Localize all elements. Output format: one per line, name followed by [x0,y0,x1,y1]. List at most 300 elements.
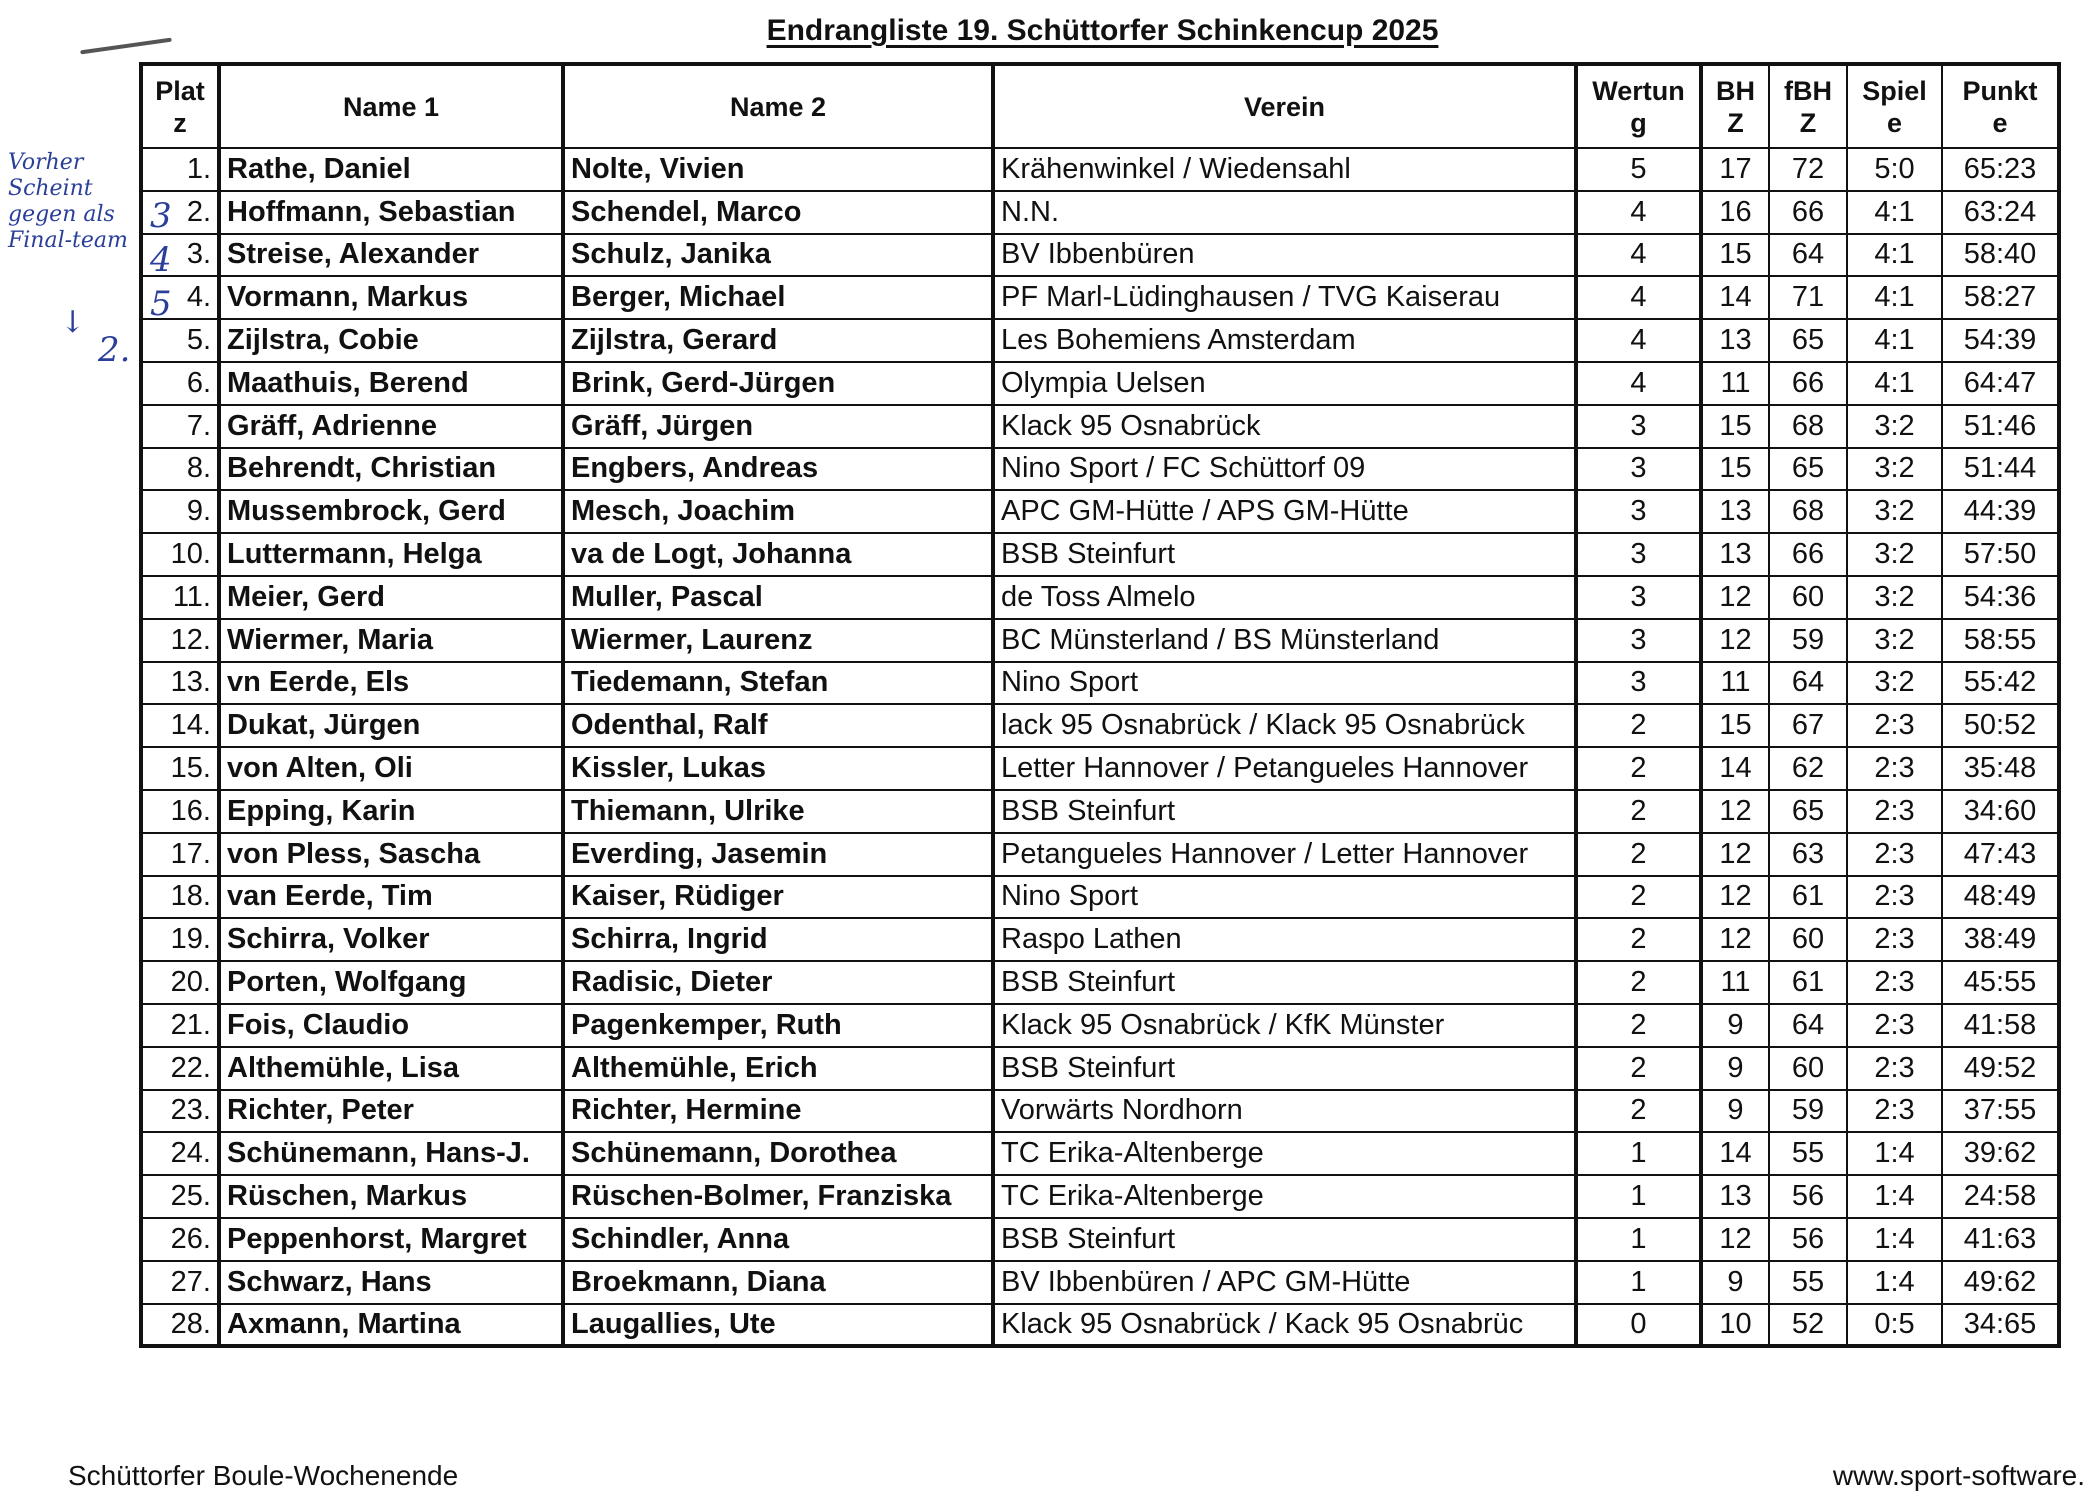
table-row [141,747,2059,790]
table-row [141,533,2059,576]
table-row [141,1047,2059,1090]
cell-name1: Streise, Alexander [219,234,563,277]
cell-punkte: 65:23 [1942,148,2059,191]
handwritten-arrow-icon: ↓ [60,305,86,340]
cell-name1: Mussembrock, Gerd [219,490,563,533]
table-row [141,1175,2059,1218]
col-header-spiele: Spiel e [1847,64,1942,148]
cell-bhz: 12 [1701,1218,1769,1261]
cell-name1: von Alten, Oli [219,747,563,790]
cell-bhz: 15 [1701,704,1769,747]
cell-bhz: 11 [1701,662,1769,705]
cell-spiele: 3:2 [1847,576,1942,619]
cell-wertung: 3 [1576,405,1701,448]
cell-platz: 3. [141,234,219,277]
handwritten-margin-note [8,150,136,340]
cell-platz: 22. [141,1047,219,1090]
cell-platz: 6. [141,362,219,405]
cell-platz: 4. [141,276,219,319]
cell-name2: va de Logt, Johanna [563,533,993,576]
cell-bhz: 12 [1701,619,1769,662]
cell-spiele: 2:3 [1847,747,1942,790]
cell-spiele: 4:1 [1847,276,1942,319]
cell-platz: 13. [141,662,219,705]
cell-spiele: 2:3 [1847,833,1942,876]
cell-platz: 7. [141,405,219,448]
cell-fbhz: 60 [1769,918,1847,961]
cell-bhz: 13 [1701,490,1769,533]
cell-verein: Krähenwinkel / Wiedensahl [993,148,1576,191]
cell-name1: Rathe, Daniel [219,148,563,191]
cell-punkte: 58:27 [1942,276,2059,319]
table-row [141,1261,2059,1304]
results-table [139,62,2061,1348]
cell-verein: Nino Sport [993,876,1576,919]
cell-punkte: 48:49 [1942,876,2059,919]
cell-name2: Gräff, Jürgen [563,405,993,448]
col-header-name2: Name 2 [563,64,993,148]
cell-verein: N.N. [993,191,1576,234]
cell-spiele: 2:3 [1847,790,1942,833]
table-row [141,1090,2059,1133]
cell-name1: Peppenhorst, Margret [219,1218,563,1261]
cell-platz: 24. [141,1132,219,1175]
table-row [141,619,2059,662]
cell-name1: Maathuis, Berend [219,362,563,405]
cell-punkte: 54:39 [1942,319,2059,362]
cell-wertung: 4 [1576,362,1701,405]
cell-spiele: 1:4 [1847,1218,1942,1261]
cell-name2: Pagenkemper, Ruth [563,1004,993,1047]
cell-punkte: 63:24 [1942,191,2059,234]
cell-fbhz: 66 [1769,191,1847,234]
cell-fbhz: 65 [1769,319,1847,362]
cell-verein: Petangueles Hannover / Letter Hannover [993,833,1576,876]
cell-wertung: 2 [1576,704,1701,747]
cell-punkte: 54:36 [1942,576,2059,619]
cell-fbhz: 61 [1769,961,1847,1004]
cell-platz: 19. [141,918,219,961]
cell-name2: Odenthal, Ralf [563,704,993,747]
cell-fbhz: 67 [1769,704,1847,747]
col-header-bhz: BH Z [1701,64,1769,148]
cell-name2: Schünemann, Dorothea [563,1132,993,1175]
table-row [141,704,2059,747]
cell-punkte: 38:49 [1942,918,2059,961]
table-row [141,234,2059,277]
footer-event-name: Schüttorfer Boule-Wochenende [68,1460,459,1491]
cell-name2: Rüschen-Bolmer, Franziska [563,1175,993,1218]
cell-fbhz: 52 [1769,1304,1847,1347]
cell-verein: de Toss Almelo [993,576,1576,619]
cell-spiele: 2:3 [1847,918,1942,961]
cell-bhz: 9 [1701,1090,1769,1133]
cell-verein: BV Ibbenbüren / APC GM-Hütte [993,1261,1576,1304]
cell-bhz: 9 [1701,1004,1769,1047]
cell-platz: 14. [141,704,219,747]
cell-platz: 9. [141,490,219,533]
cell-name1: Vormann, Markus [219,276,563,319]
cell-spiele: 3:2 [1847,533,1942,576]
cell-punkte: 47:43 [1942,833,2059,876]
cell-name2: Engbers, Andreas [563,448,993,491]
cell-spiele: 2:3 [1847,961,1942,1004]
cell-fbhz: 62 [1769,747,1847,790]
cell-verein: BV Ibbenbüren [993,234,1576,277]
cell-punkte: 37:55 [1942,1090,2059,1133]
cell-platz: 26. [141,1218,219,1261]
cell-name1: Luttermann, Helga [219,533,563,576]
cell-platz: 12. [141,619,219,662]
col-header-platz: Plat z [141,64,219,148]
cell-fbhz: 56 [1769,1218,1847,1261]
cell-fbhz: 71 [1769,276,1847,319]
cell-bhz: 9 [1701,1261,1769,1304]
table-row [141,790,2059,833]
cell-verein: BSB Steinfurt [993,1218,1576,1261]
cell-platz: 20. [141,961,219,1004]
cell-fbhz: 68 [1769,490,1847,533]
cell-verein: BC Münsterland / BS Münsterland [993,619,1576,662]
cell-fbhz: 66 [1769,362,1847,405]
cell-fbhz: 65 [1769,790,1847,833]
cell-wertung: 1 [1576,1218,1701,1261]
cell-spiele: 2:3 [1847,1090,1942,1133]
cell-name1: Gräff, Adrienne [219,405,563,448]
cell-verein: Les Bohemiens Amsterdam [993,319,1576,362]
cell-platz: 11. [141,576,219,619]
cell-bhz: 9 [1701,1047,1769,1090]
table-row [141,276,2059,319]
cell-name1: vn Eerde, Els [219,662,563,705]
cell-name1: Richter, Peter [219,1090,563,1133]
cell-bhz: 15 [1701,234,1769,277]
cell-platz: 8. [141,448,219,491]
cell-name1: Porten, Wolfgang [219,961,563,1004]
cell-platz: 16. [141,790,219,833]
table-row [141,319,2059,362]
cell-name1: Schwarz, Hans [219,1261,563,1304]
cell-punkte: 58:55 [1942,619,2059,662]
table-row [141,148,2059,191]
cell-name1: Schirra, Volker [219,918,563,961]
cell-spiele: 2:3 [1847,876,1942,919]
cell-verein: TC Erika-Altenberge [993,1175,1576,1218]
table-row [141,662,2059,705]
cell-name2: Muller, Pascal [563,576,993,619]
cell-wertung: 3 [1576,619,1701,662]
cell-verein: Raspo Lathen [993,918,1576,961]
cell-wertung: 2 [1576,747,1701,790]
handwritten-correction-3: 3 [150,196,172,236]
cell-name2: Kaiser, Rüdiger [563,876,993,919]
cell-fbhz: 61 [1769,876,1847,919]
cell-fbhz: 63 [1769,833,1847,876]
cell-wertung: 2 [1576,1004,1701,1047]
table-row [141,448,2059,491]
cell-wertung: 2 [1576,918,1701,961]
cell-fbhz: 68 [1769,405,1847,448]
cell-name2: Tiedemann, Stefan [563,662,993,705]
cell-name2: Schulz, Janika [563,234,993,277]
cell-name1: Althemühle, Lisa [219,1047,563,1090]
table-row [141,1218,2059,1261]
col-header-verein: Verein [993,64,1576,148]
cell-wertung: 0 [1576,1304,1701,1347]
cell-name1: Behrendt, Christian [219,448,563,491]
cell-spiele: 3:2 [1847,619,1942,662]
cell-punkte: 49:62 [1942,1261,2059,1304]
cell-name2: Everding, Jasemin [563,833,993,876]
cell-fbhz: 56 [1769,1175,1847,1218]
cell-name1: Meier, Gerd [219,576,563,619]
cell-spiele: 4:1 [1847,319,1942,362]
cell-punkte: 64:47 [1942,362,2059,405]
cell-bhz: 11 [1701,961,1769,1004]
cell-wertung: 3 [1576,448,1701,491]
cell-punkte: 55:42 [1942,662,2059,705]
cell-platz: 17. [141,833,219,876]
cell-verein: Vorwärts Nordhorn [993,1090,1576,1133]
cell-name1: Rüschen, Markus [219,1175,563,1218]
cell-bhz: 10 [1701,1304,1769,1347]
table-row [141,576,2059,619]
cell-bhz: 13 [1701,319,1769,362]
cell-spiele: 1:4 [1847,1132,1942,1175]
cell-punkte: 34:65 [1942,1304,2059,1347]
cell-name1: von Pless, Sascha [219,833,563,876]
cell-bhz: 13 [1701,1175,1769,1218]
cell-fbhz: 64 [1769,234,1847,277]
cell-punkte: 39:62 [1942,1132,2059,1175]
cell-wertung: 2 [1576,876,1701,919]
cell-name1: Fois, Claudio [219,1004,563,1047]
cell-name1: Axmann, Martina [219,1304,563,1347]
cell-spiele: 3:2 [1847,662,1942,705]
cell-name1: Schünemann, Hans-J. [219,1132,563,1175]
cell-wertung: 1 [1576,1175,1701,1218]
cell-name2: Broekmann, Diana [563,1261,993,1304]
cell-spiele: 4:1 [1847,191,1942,234]
table-row [141,876,2059,919]
cell-verein: Klack 95 Osnabrück / KfK Münster [993,1004,1576,1047]
table-row [141,833,2059,876]
cell-bhz: 16 [1701,191,1769,234]
cell-fbhz: 72 [1769,148,1847,191]
table-row [141,918,2059,961]
cell-punkte: 24:58 [1942,1175,2059,1218]
cell-bhz: 13 [1701,533,1769,576]
handwritten-margin-note-text: Vorher Scheint gegen als Final-team [8,150,128,253]
cell-wertung: 2 [1576,1047,1701,1090]
cell-bhz: 12 [1701,790,1769,833]
cell-name1: Dukat, Jürgen [219,704,563,747]
cell-punkte: 49:52 [1942,1047,2059,1090]
cell-fbhz: 55 [1769,1132,1847,1175]
cell-spiele: 2:3 [1847,1047,1942,1090]
cell-fbhz: 59 [1769,1090,1847,1133]
footer-website: www.sport-software. [1832,1460,2085,1491]
cell-wertung: 4 [1576,319,1701,362]
cell-verein: lack 95 Osnabrück / Klack 95 Osnabrück [993,704,1576,747]
col-header-name1: Name 1 [219,64,563,148]
cell-wertung: 2 [1576,790,1701,833]
cell-verein: Klack 95 Osnabrück [993,405,1576,448]
cell-fbhz: 55 [1769,1261,1847,1304]
cell-name2: Laugallies, Ute [563,1304,993,1347]
cell-verein: BSB Steinfurt [993,1047,1576,1090]
cell-spiele: 4:1 [1847,234,1942,277]
cell-spiele: 3:2 [1847,490,1942,533]
cell-spiele: 5:0 [1847,148,1942,191]
cell-bhz: 15 [1701,448,1769,491]
cell-name2: Brink, Gerd-Jürgen [563,362,993,405]
table-row [141,362,2059,405]
cell-bhz: 12 [1701,576,1769,619]
cell-wertung: 3 [1576,662,1701,705]
cell-fbhz: 64 [1769,1004,1847,1047]
cell-fbhz: 59 [1769,619,1847,662]
cell-punkte: 51:46 [1942,405,2059,448]
cell-verein: Klack 95 Osnabrück / Kack 95 Osnabrüc [993,1304,1576,1347]
cell-fbhz: 66 [1769,533,1847,576]
handwritten-correction-2: 2. [98,330,131,370]
cell-name2: Radisic, Dieter [563,961,993,1004]
results-table-body [141,148,2059,1346]
cell-name1: Wiermer, Maria [219,619,563,662]
cell-verein: Nino Sport / FC Schüttorf 09 [993,448,1576,491]
cell-spiele: 0:5 [1847,1304,1942,1347]
cell-wertung: 2 [1576,961,1701,1004]
cell-punkte: 41:58 [1942,1004,2059,1047]
table-row [141,1004,2059,1047]
cell-name2: Richter, Hermine [563,1090,993,1133]
table-header-row [141,64,2059,148]
cell-platz: 21. [141,1004,219,1047]
col-header-fbhz: fBH Z [1769,64,1847,148]
cell-punkte: 35:48 [1942,747,2059,790]
cell-name2: Mesch, Joachim [563,490,993,533]
cell-verein: TC Erika-Altenberge [993,1132,1576,1175]
cell-platz: 15. [141,747,219,790]
cell-spiele: 3:2 [1847,448,1942,491]
cell-fbhz: 60 [1769,1047,1847,1090]
cell-wertung: 2 [1576,833,1701,876]
table-row [141,1132,2059,1175]
cell-bhz: 12 [1701,918,1769,961]
cell-punkte: 50:52 [1942,704,2059,747]
cell-wertung: 5 [1576,148,1701,191]
cell-name1: Zijlstra, Cobie [219,319,563,362]
handwritten-correction-4: 4 [150,240,172,280]
cell-bhz: 14 [1701,1132,1769,1175]
cell-spiele: 2:3 [1847,1004,1942,1047]
cell-platz: 23. [141,1090,219,1133]
cell-name2: Althemühle, Erich [563,1047,993,1090]
cell-bhz: 14 [1701,276,1769,319]
cell-platz: 2. [141,191,219,234]
cell-fbhz: 64 [1769,662,1847,705]
cell-punkte: 51:44 [1942,448,2059,491]
cell-name2: Schirra, Ingrid [563,918,993,961]
col-header-wertung: Wertun g [1576,64,1701,148]
cell-punkte: 58:40 [1942,234,2059,277]
cell-wertung: 4 [1576,191,1701,234]
cell-name1: Epping, Karin [219,790,563,833]
cell-wertung: 3 [1576,576,1701,619]
cell-verein: Letter Hannover / Petangueles Hannover [993,747,1576,790]
cell-wertung: 3 [1576,490,1701,533]
table-row [141,191,2059,234]
cell-platz: 5. [141,319,219,362]
table-row [141,490,2059,533]
cell-punkte: 44:39 [1942,490,2059,533]
cell-name2: Schendel, Marco [563,191,993,234]
cell-wertung: 1 [1576,1261,1701,1304]
cell-bhz: 12 [1701,833,1769,876]
cell-platz: 1. [141,148,219,191]
cell-platz: 18. [141,876,219,919]
cell-verein: Olympia Uelsen [993,362,1576,405]
cell-wertung: 4 [1576,234,1701,277]
cell-verein: APC GM-Hütte / APS GM-Hütte [993,490,1576,533]
cell-platz: 28. [141,1304,219,1347]
cell-spiele: 1:4 [1847,1261,1942,1304]
cell-spiele: 4:1 [1847,362,1942,405]
cell-name1: van Eerde, Tim [219,876,563,919]
cell-wertung: 4 [1576,276,1701,319]
cell-bhz: 15 [1701,405,1769,448]
cell-fbhz: 60 [1769,576,1847,619]
cell-name2: Wiermer, Laurenz [563,619,993,662]
cell-name2: Thiemann, Ulrike [563,790,993,833]
table-row [141,961,2059,1004]
cell-name2: Berger, Michael [563,276,993,319]
col-header-punkte: Punkt e [1942,64,2059,148]
cell-verein: BSB Steinfurt [993,533,1576,576]
cell-spiele: 3:2 [1847,405,1942,448]
table-row [141,405,2059,448]
handwritten-correction-5: 5 [150,284,172,324]
document-title: Endrangliste 19. Schüttorfer Schinkencup 2025 [766,14,1439,47]
cell-platz: 10. [141,533,219,576]
cell-wertung: 3 [1576,533,1701,576]
cell-wertung: 2 [1576,1090,1701,1133]
cell-name2: Nolte, Vivien [563,148,993,191]
table-row [141,1304,2059,1347]
cell-verein: BSB Steinfurt [993,961,1576,1004]
cell-platz: 25. [141,1175,219,1218]
cell-punkte: 41:63 [1942,1218,2059,1261]
cell-bhz: 12 [1701,876,1769,919]
cell-bhz: 11 [1701,362,1769,405]
cell-punkte: 45:55 [1942,961,2059,1004]
cell-name2: Zijlstra, Gerard [563,319,993,362]
cell-fbhz: 65 [1769,448,1847,491]
cell-name1: Hoffmann, Sebastian [219,191,563,234]
cell-bhz: 14 [1701,747,1769,790]
cell-bhz: 17 [1701,148,1769,191]
cell-verein: BSB Steinfurt [993,790,1576,833]
cell-verein: PF Marl-Lüdinghausen / TVG Kaiserau [993,276,1576,319]
cell-verein: Nino Sport [993,662,1576,705]
cell-platz: 27. [141,1261,219,1304]
cell-spiele: 2:3 [1847,704,1942,747]
cell-name2: Kissler, Lukas [563,747,993,790]
cell-punkte: 57:50 [1942,533,2059,576]
cell-punkte: 34:60 [1942,790,2059,833]
cell-name2: Schindler, Anna [563,1218,993,1261]
